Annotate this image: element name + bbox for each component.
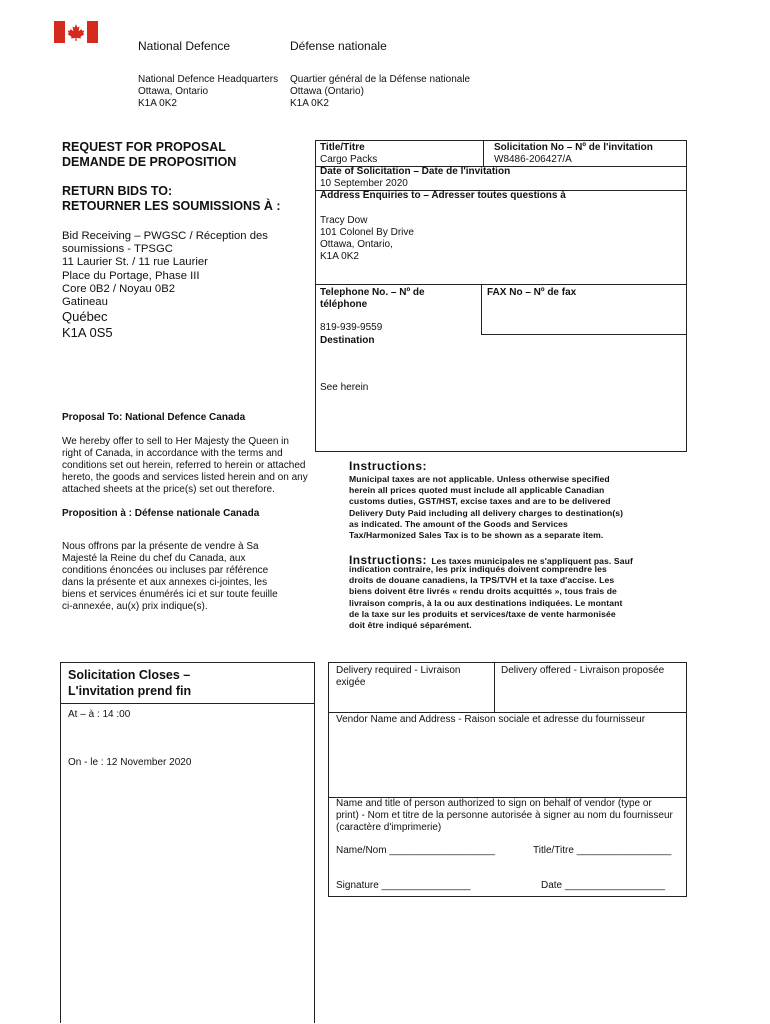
- bid-address-line: Core 0B2 / Noyau 0B2: [62, 282, 176, 295]
- instructions-heading-en: Instructions:: [349, 459, 427, 473]
- return-bids-heading: [62, 184, 281, 214]
- instructions-body-fr: [349, 564, 622, 631]
- address-line: K1A 0K2: [138, 98, 177, 109]
- delivery-required-label: [336, 665, 461, 689]
- signature-field[interactable]: Signature ________________: [336, 880, 471, 891]
- offer-line: right of Canada, in accordance with the terms and: [62, 448, 283, 459]
- dept-name-en: National Defence: [138, 39, 231, 53]
- closing-date: On - le : 12 November 2020: [68, 757, 192, 768]
- telephone-label: [320, 287, 425, 311]
- contact-line: 101 Colonel By Drive: [320, 227, 414, 238]
- instruction-line: Les taxes municipales ne s'appliquent pas. Sauf: [431, 556, 633, 566]
- instruction-line: de la taxe sur les produits et services/taxe de vente harmonisée: [349, 608, 616, 619]
- closes-title-fr: L'invitation prend fin: [68, 684, 192, 698]
- dept-name-fr: Défense nationale: [290, 39, 387, 53]
- address-line: Ottawa (Ontario): [290, 86, 364, 97]
- instruction-line: as indicated. The amount of the Goods and Services: [349, 518, 568, 529]
- rfp-title-fr: DEMANDE DE PROPOSITION: [62, 155, 237, 169]
- solicitation-date-label: Date of Solicitation – Date de l'invitation: [320, 166, 511, 177]
- rfp-title: [62, 140, 236, 170]
- telephone-label-line: Telephone No. – Nº de: [320, 287, 425, 298]
- solicitation-number-value: W8486-206427/A: [494, 154, 572, 165]
- offer-line: hereto, the goods and services listed herein and on any: [62, 472, 308, 483]
- closing-time: At – à : 14 :00: [68, 709, 131, 720]
- authorized-line: Name and title of person authorized to sign on behalf of vendor (type or: [336, 798, 652, 809]
- offer-line: dans la présente et aux annexes ci-jointes, les: [62, 577, 268, 588]
- address-fr: [290, 74, 470, 110]
- date-field[interactable]: Date __________________: [541, 880, 666, 891]
- title-field-vendor[interactable]: Title/Titre _________________: [533, 845, 672, 856]
- proposal-to-fr: Proposition à : Défense nationale Canada: [62, 508, 260, 519]
- instruction-line: Tax/Harmonized Sales Tax is to be shown as a separate item.: [349, 530, 604, 541]
- bid-postal-code: K1A 0S5: [62, 325, 113, 341]
- contact-line: K1A 0K2: [320, 251, 359, 262]
- bid-address-line: Bid Receiving – PWGSC / Réception des: [62, 230, 268, 242]
- authorized-line: print) - Nom et titre de la personne autorisée à signer au nom du fournisseur: [336, 810, 673, 821]
- bid-address-line: Place du Portage, Phase III: [62, 269, 200, 282]
- return-bids-fr: RETOURNER LES SOUMISSIONS À :: [62, 199, 281, 213]
- solicitation-number-field: [494, 142, 653, 166]
- instruction-line: customs duties, GST/HST, excise taxes and are to be delivered: [349, 496, 611, 507]
- instructions-heading-fr: Instructions:: [349, 553, 427, 567]
- offer-text-fr: [62, 541, 278, 613]
- closes-title-en: Solicitation Closes –: [68, 668, 191, 682]
- enquiries-label: Address Enquiries to – Adresser toutes questions à: [320, 190, 566, 201]
- bid-address-line: 11 Laurier St. / 11 rue Laurier: [62, 256, 208, 269]
- address-line: K1A 0K2: [290, 98, 329, 109]
- contact-line: Ottawa, Ontario,: [320, 239, 393, 250]
- offer-line: Majesté la Reine du chef du Canada, aux: [62, 553, 246, 564]
- solicitation-number-label: Solicitation No – Nº de l'invitation: [494, 142, 653, 153]
- offer-line: We hereby offer to sell to Her Majesty the Queen in: [62, 436, 289, 447]
- return-bids-en: RETURN BIDS TO:: [62, 184, 173, 198]
- address-line: Ottawa, Ontario: [138, 86, 209, 97]
- title-value: Cargo Packs: [320, 154, 378, 165]
- contact-line: Tracy Dow: [320, 215, 368, 226]
- telephone-value: 819-939-9559: [320, 322, 383, 333]
- instruction-line: indication contraire, les prix indiqués doivent comprendre les: [349, 564, 607, 574]
- name-field[interactable]: Name/Nom ___________________: [336, 845, 496, 856]
- instruction-line: doit être indiqué séparément.: [349, 620, 472, 631]
- bid-province: Québec: [62, 309, 108, 325]
- solicitation-closes-title: [68, 667, 191, 699]
- title-field: [320, 142, 377, 166]
- offer-line: attached sheets at the price(s) set out therefore.: [62, 484, 275, 495]
- instructions-body-en: [349, 474, 623, 541]
- proposal-to-en: Proposal To: National Defence Canada: [62, 412, 246, 423]
- bid-address: [62, 230, 268, 341]
- title-label: Title/Titre: [320, 142, 365, 153]
- instruction-line: Municipal taxes are not applicable. Unless otherwise specified: [349, 474, 610, 484]
- address-line: National Defence Headquarters: [138, 74, 279, 85]
- offer-line: conditions set out herein, referred to herein or attached: [62, 460, 306, 471]
- bid-address-line: soumissions - TPSGC: [62, 243, 173, 256]
- address-en: [138, 74, 278, 110]
- destination-label: Destination: [320, 335, 375, 346]
- offer-text-en: [62, 436, 308, 496]
- authorized-line: (caractère d'imprimerie): [336, 822, 442, 833]
- solicitation-date-value: 10 September 2020: [320, 178, 408, 189]
- instruction-line: Delivery Duty Paid including all delivery charges to destination(s): [349, 507, 624, 518]
- fax-label: FAX No – Nº de fax: [487, 287, 577, 298]
- offer-line: biens et services énumérés ici et sur toute feuille: [62, 589, 278, 600]
- instruction-line: livraison compris, à la ou aux destinations indiquées. Le montant: [349, 597, 623, 608]
- offer-line: conditions énoncées ou incluses par référence: [62, 565, 269, 576]
- vendor-box: [328, 662, 687, 897]
- rfp-title-en: REQUEST FOR PROPOSAL: [62, 140, 226, 154]
- authorized-person-label: [336, 798, 673, 834]
- enquiries-contact: [320, 215, 414, 263]
- vendor-name-label: Vendor Name and Address - Raison sociale et adresse du fournisseur: [336, 714, 646, 725]
- bid-address-line: Gatineau: [62, 296, 108, 309]
- delivery-offered-label: Delivery offered - Livraison proposée: [501, 665, 665, 676]
- destination-value: See herein: [320, 382, 369, 393]
- delivery-required-line: Delivery required - Livraison: [336, 665, 461, 676]
- telephone-label-line: téléphone: [320, 299, 368, 310]
- delivery-required-line: exigée: [336, 677, 366, 688]
- instruction-line: droits de douane canadiens, la TPS/TVH et la taxe d'accise. Les: [349, 575, 615, 586]
- offer-line: ci-annexée, au(x) prix indique(s).: [62, 601, 208, 612]
- instruction-line: herein all prices quoted must include all applicable Canadian: [349, 485, 605, 496]
- address-line: Quartier général de la Défense nationale: [290, 74, 471, 85]
- canada-flag-logo: [54, 21, 98, 43]
- solicitation-date-field: [320, 166, 510, 190]
- offer-line: Nous offrons par la présente de vendre à Sa: [62, 541, 259, 552]
- instruction-line: biens doivent être livrés « rendu droits acquittés », tous frais de: [349, 586, 617, 597]
